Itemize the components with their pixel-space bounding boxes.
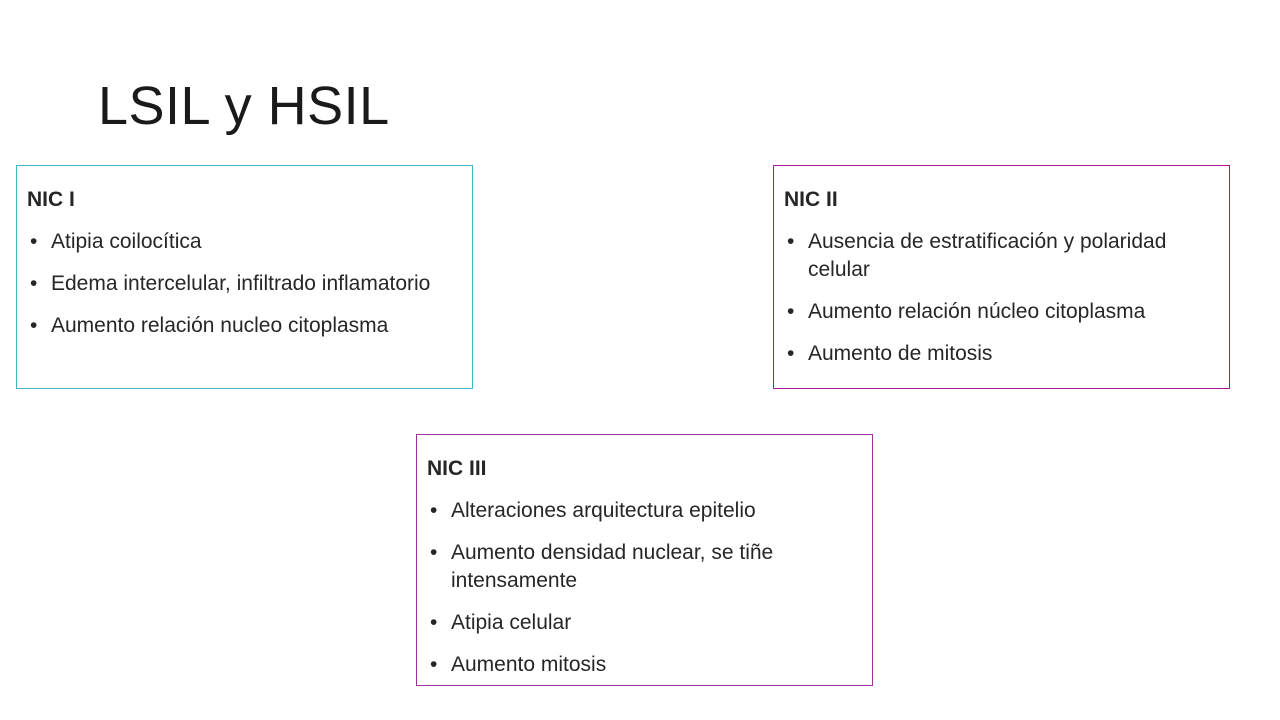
list-item-text: Atipia celular — [451, 611, 572, 634]
list-item-text: Aumento relación núcleo citoplasma — [808, 300, 1146, 323]
nic2-box — [773, 165, 1230, 389]
bullet-icon: • — [430, 541, 438, 564]
bullet-icon: • — [430, 611, 438, 634]
list-item — [427, 497, 862, 525]
list-item-text: Aumento densidad nuclear, se tiñe intensamente — [451, 541, 774, 592]
list-item — [27, 228, 462, 256]
list-item — [27, 270, 462, 298]
nic1-list — [27, 228, 462, 340]
list-item — [784, 298, 1219, 326]
nic1-heading: NIC I — [27, 188, 75, 211]
list-item — [427, 539, 862, 595]
list-item-text: Aumento relación nucleo citoplasma — [51, 314, 389, 337]
list-item-text: Aumento de mitosis — [808, 342, 993, 365]
list-item — [427, 609, 862, 637]
bullet-icon: • — [30, 272, 38, 295]
slide-title: LSIL y HSIL — [98, 76, 390, 136]
nic2-heading: NIC II — [784, 188, 838, 211]
nic3-box — [416, 434, 873, 686]
list-item — [784, 228, 1219, 284]
bullet-icon: • — [787, 342, 795, 365]
list-item-text: Ausencia de estratificación y polaridad celular — [808, 230, 1167, 281]
list-item-text: Atipia coilocítica — [51, 230, 202, 253]
nic3-list — [427, 497, 862, 679]
nic2-list — [784, 228, 1219, 368]
list-item — [427, 651, 862, 679]
list-item — [27, 312, 462, 340]
bullet-icon: • — [787, 230, 795, 253]
list-item-text: Alteraciones arquitectura epitelio — [451, 499, 756, 522]
list-item-text: Edema intercelular, infiltrado inflamatorio — [51, 272, 431, 295]
bullet-icon: • — [430, 499, 438, 522]
list-item — [784, 340, 1219, 368]
bullet-icon: • — [30, 314, 38, 337]
bullet-icon: • — [30, 230, 38, 253]
nic1-box — [16, 165, 473, 389]
bullet-icon: • — [787, 300, 795, 323]
bullet-icon: • — [430, 653, 438, 676]
nic3-heading: NIC III — [427, 457, 487, 480]
list-item-text: Aumento mitosis — [451, 653, 607, 676]
